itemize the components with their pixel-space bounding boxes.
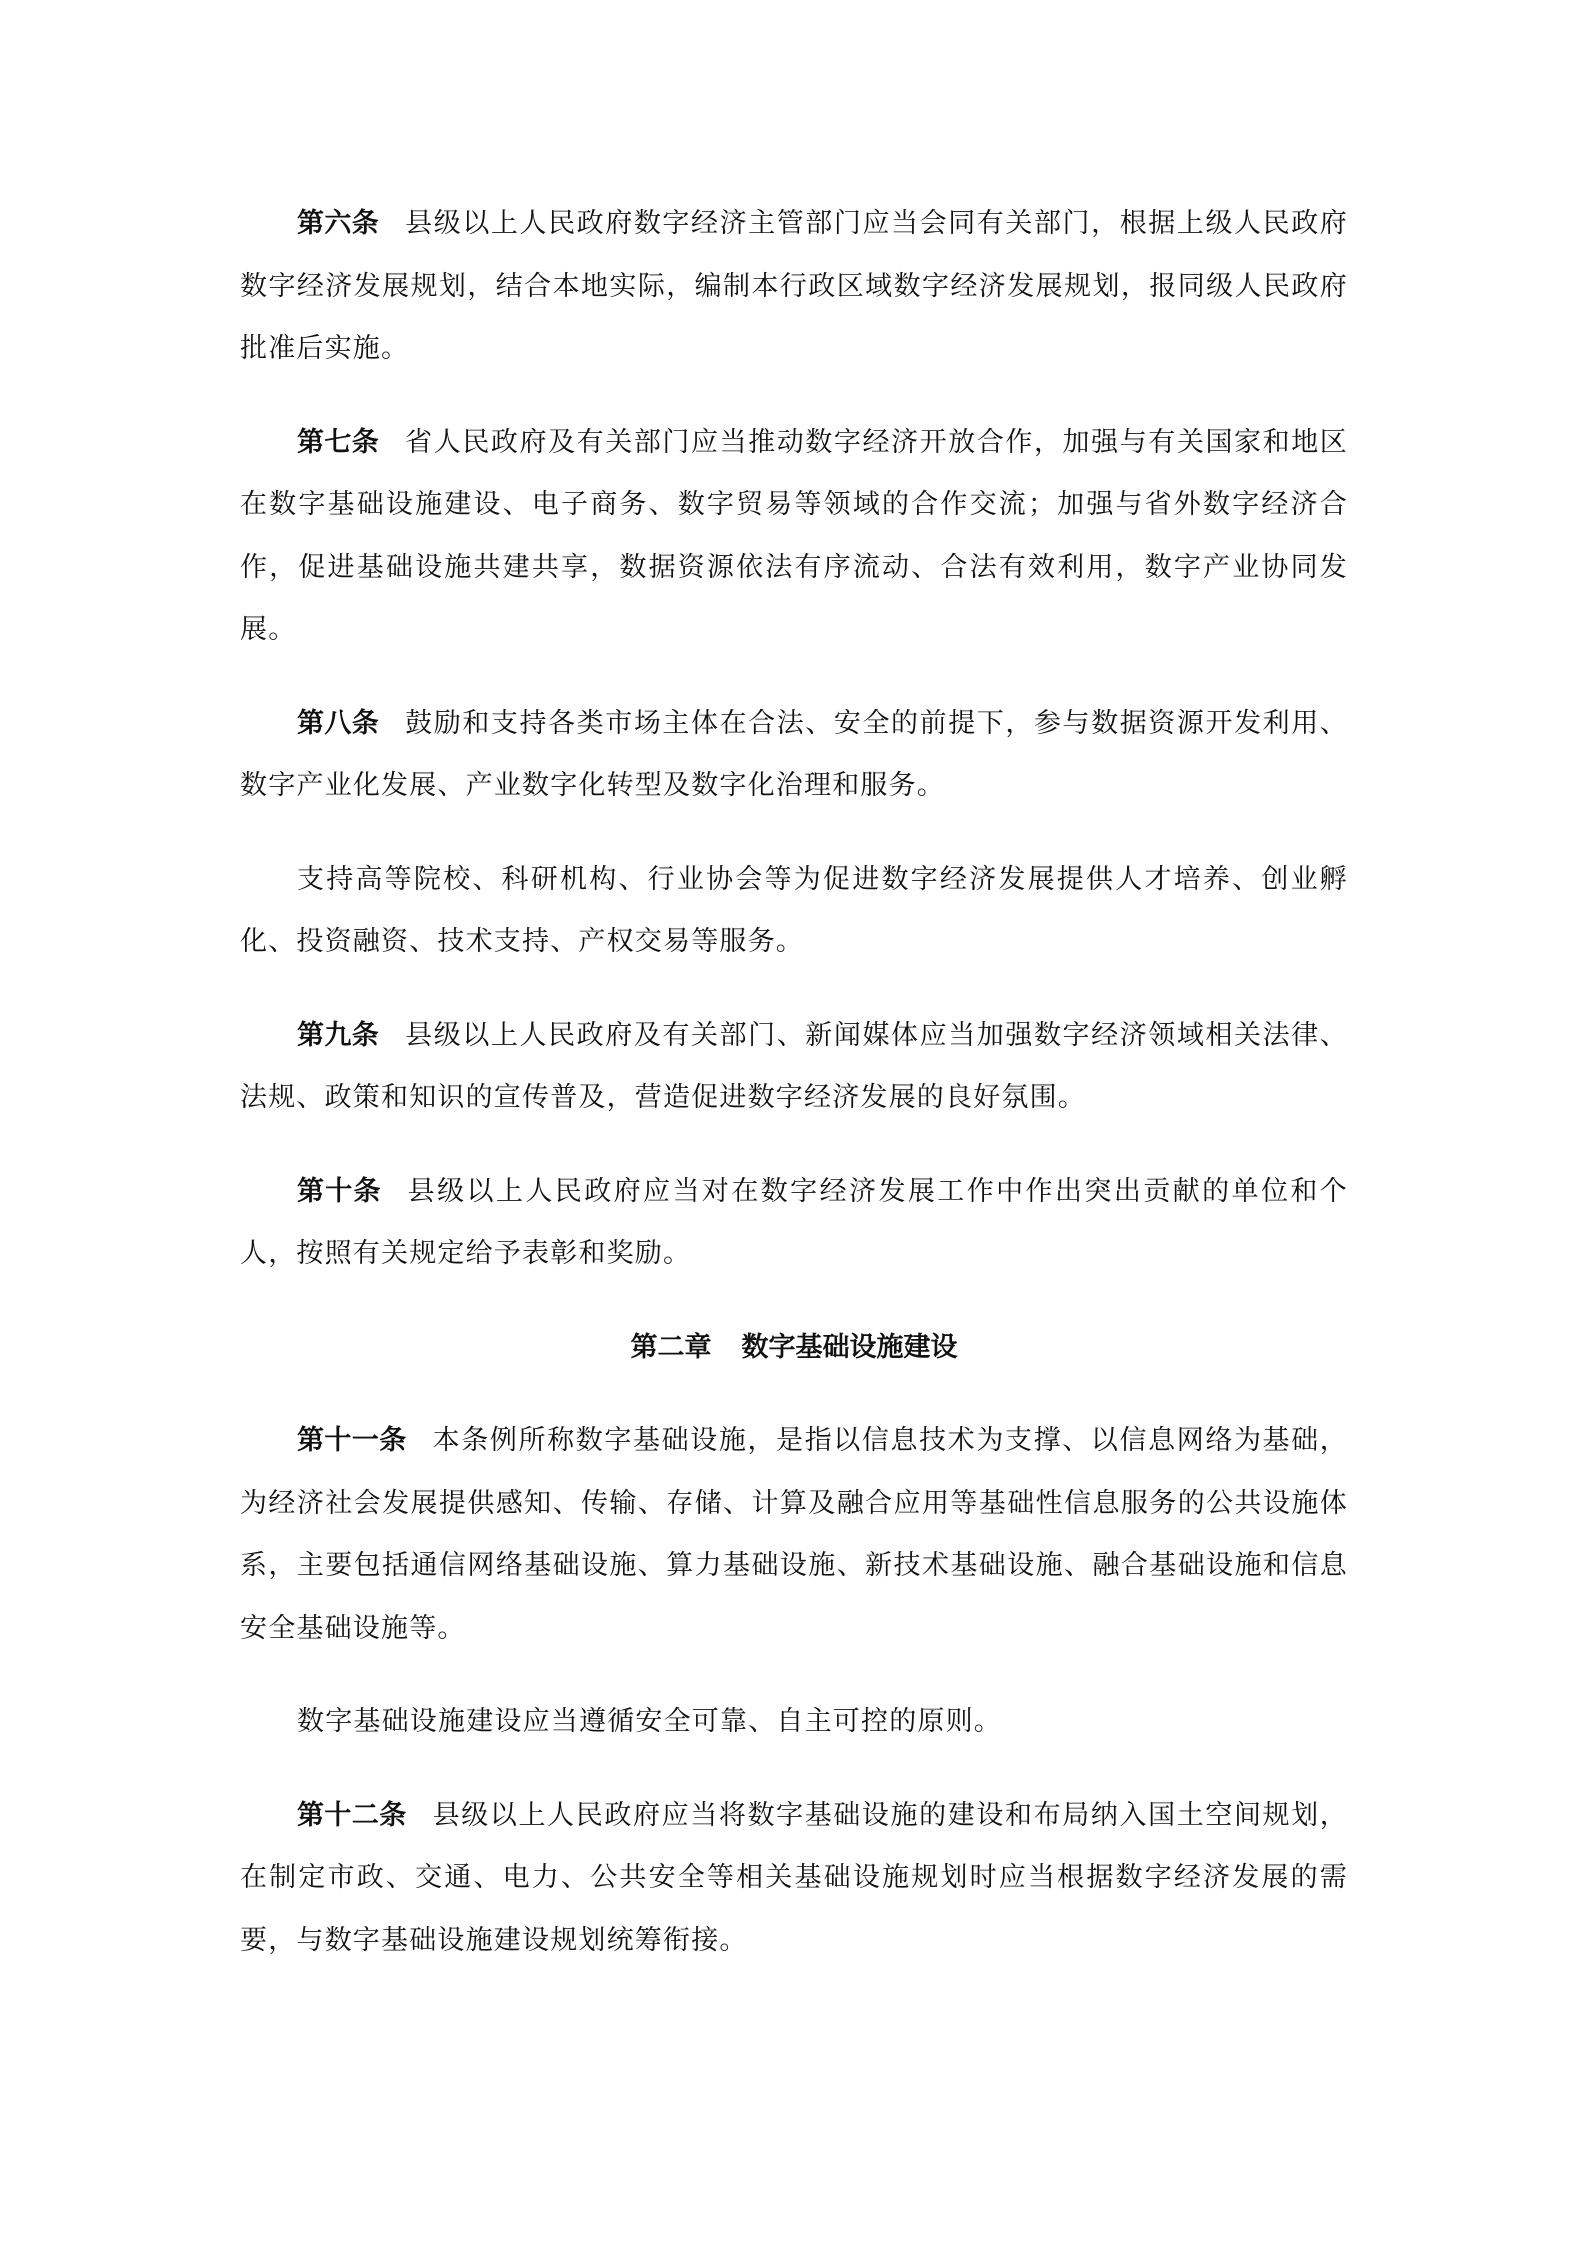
article-text: 鼓励和支持各类市场主体在合法、安全的前提下，参与数据资源开发利用、数字产业化发展、产业数字化转型及数字化治理和服务。 bbox=[240, 707, 1348, 801]
article-text: 本条例所称数字基础设施，是指以信息技术为支撑、以信息网络为基础，为经济社会发展提供感知、传输、存储、计算及融合应用等基础性信息服务的公共设施体系，主要包括通信网络基础设施、算力基础设施、新技术基础设施、融合基础设施和信息安全基础设施等。 bbox=[240, 1425, 1348, 1644]
article-text: 县级以上人民政府应当对在数字经济发展工作中作出突出贡献的单位和个人，按照有关规定给予表彰和奖励。 bbox=[240, 1175, 1348, 1269]
article-6 bbox=[240, 193, 1348, 381]
article-10 bbox=[240, 1161, 1348, 1286]
article-number: 第十二条 bbox=[297, 1799, 407, 1831]
article-number: 第十条 bbox=[297, 1175, 382, 1207]
article-text: 县级以上人民政府及有关部门、新闻媒体应当加强数字经济领域相关法律、法规、政策和知识的宣传普及，营造促进数字经济发展的良好氛围。 bbox=[240, 1019, 1348, 1113]
article-number: 第六条 bbox=[297, 208, 380, 239]
chapter-title: 数字基础设施建设 bbox=[741, 1331, 958, 1363]
chapter-number: 第二章 bbox=[630, 1331, 712, 1363]
article-text: 县级以上人民政府应当将数字基础设施的建设和布局纳入国土空间规划，在制定市政、交通、电力、公共安全等相关基础设施规划时应当根据数字经济发展的需要，与数字基础设施建设规划统筹衔接。 bbox=[240, 1799, 1348, 1956]
article-text: 县级以上人民政府数字经济主管部门应当会同有关部门，根据上级人民政府数字经济发展规划，结合本地实际，编制本行政区域数字经济发展规划，报同级人民政府批准后实施。 bbox=[240, 208, 1348, 364]
article-text: 省人民政府及有关部门应当推动数字经济开放合作，加强与有关国家和地区在数字基础设施建设、电子商务、数字贸易等领域的合作交流；加强与省外数字经济合作，促进基础设施共建共享，数据资源依法有序流动、合法有效利用，数字产业协同发展。 bbox=[240, 426, 1348, 645]
document-page bbox=[240, 193, 1348, 2003]
article-12 bbox=[240, 1785, 1348, 1973]
article-text: 数字基础设施建设应当遵循安全可靠、自主可控的原则。 bbox=[297, 1706, 1002, 1737]
article-9 bbox=[240, 1005, 1348, 1130]
article-number: 第九条 bbox=[297, 1019, 380, 1051]
article-11 bbox=[240, 1410, 1348, 1660]
chapter-heading bbox=[240, 1317, 1348, 1380]
article-number: 第十一条 bbox=[297, 1425, 407, 1456]
article-11-clause-2 bbox=[240, 1691, 1348, 1754]
article-8 bbox=[240, 693, 1348, 818]
article-number: 第七条 bbox=[297, 426, 380, 458]
article-8-clause-2 bbox=[240, 849, 1348, 974]
article-text: 支持高等院校、科研机构、行业协会等为促进数字经济发展提供人才培养、创业孵化、投资融资、技术支持、产权交易等服务。 bbox=[240, 863, 1348, 957]
article-7 bbox=[240, 412, 1348, 662]
article-number: 第八条 bbox=[297, 707, 380, 739]
